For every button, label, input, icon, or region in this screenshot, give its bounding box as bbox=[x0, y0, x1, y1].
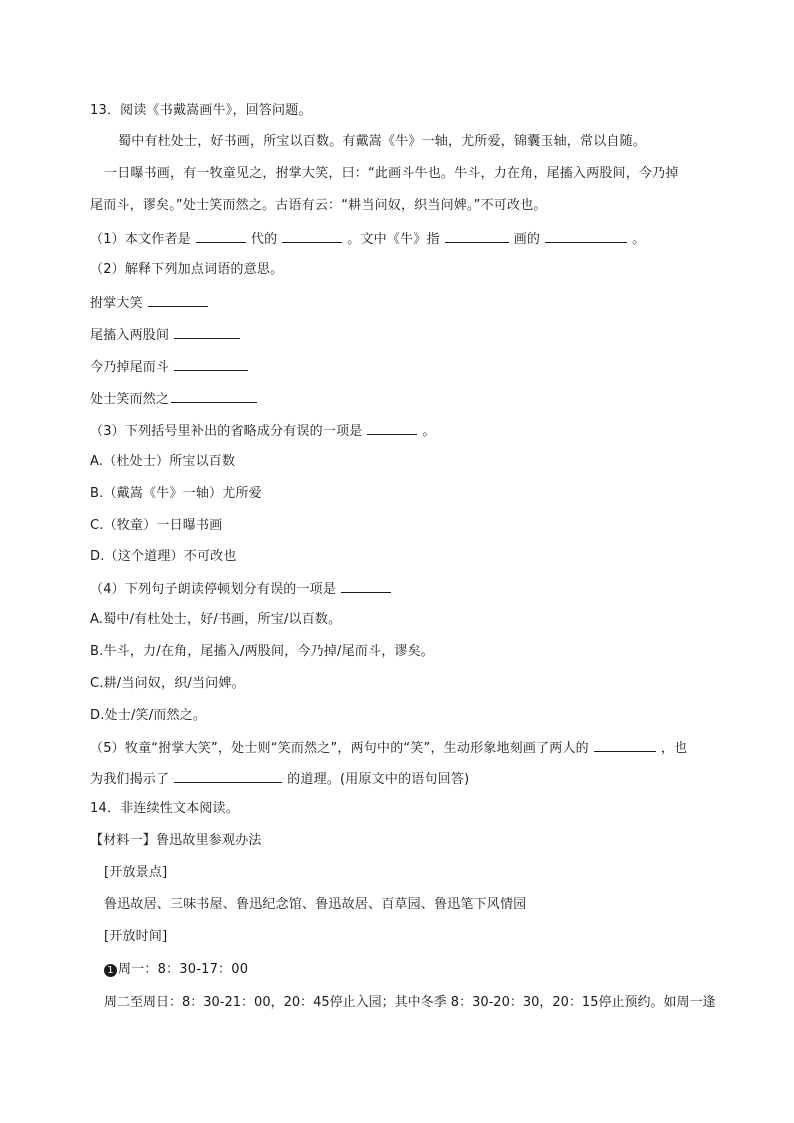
q13-sub4-option-b[interactable]: B.牛斗，力/在角，尾搐入/两股间，今乃掉/尾而斗，谬矣。 bbox=[90, 644, 434, 659]
q13-sub4-prompt bbox=[90, 580, 396, 598]
answer-blank-sub4[interactable] bbox=[341, 580, 391, 593]
q13-sub5-text-b: ，也 bbox=[660, 741, 688, 756]
q13-passage-para2-line2: 尾而斗，谬矣。”处士笑而然之。古语有云：“耕当问奴，织当问婢。”不可改也。 bbox=[90, 198, 547, 213]
q13-sub1-text-e: 。 bbox=[632, 232, 646, 247]
circled-number-one: 1 bbox=[104, 964, 117, 977]
q13-sub2-term: 尾搐入两股间 bbox=[90, 328, 170, 343]
q13-sub1-text-d: 画的 bbox=[513, 232, 541, 247]
q13-sub4-option-d[interactable]: D.处士/笑/而然之。 bbox=[90, 708, 207, 723]
q14-open-spots-list: 鲁迅故居、三味书屋、鲁迅纪念馆、鲁迅故居、百草园、鲁迅笔下风情园 bbox=[104, 897, 527, 912]
q13-sub1-text-b: 代的 bbox=[250, 232, 278, 247]
q13-sub1 bbox=[90, 230, 645, 248]
answer-blank-painting[interactable] bbox=[545, 230, 627, 243]
q14-section-open-hours: [开放时间] bbox=[104, 929, 168, 944]
q13-sub3-text-a: （3）下列括号里补出的省略成分有误的一项是 bbox=[90, 424, 363, 439]
q13-sub1-text-a: （1）本文作者是 bbox=[90, 232, 191, 247]
q13-sub5-text-c: 为我们揭示了 bbox=[90, 772, 170, 787]
q13-sub4-option-a[interactable]: A.蜀中/有杜处士，好/书画，所宝/以百数。 bbox=[90, 612, 342, 627]
q14-heading: 14．非连续性文本阅读。 bbox=[90, 801, 239, 816]
q13-sub1-text-c: 。文中《牛》指 bbox=[347, 232, 440, 247]
q13-sub3-option-d[interactable]: D.（这个道理）不可改也 bbox=[90, 549, 237, 564]
answer-blank-sub3[interactable] bbox=[367, 422, 417, 435]
q13-sub2-term: 拊掌大笑 bbox=[90, 296, 143, 311]
answer-blank-author[interactable] bbox=[196, 230, 246, 243]
q13-heading: 13．阅读《书戴嵩画牛》，回答问题。 bbox=[90, 103, 312, 118]
q13-sub3-option-b[interactable]: B.（戴嵩《牛》一轴）尤所爱 bbox=[90, 486, 262, 501]
q14-material1-title: 【材料一】鲁迅故里参观办法 bbox=[90, 833, 262, 848]
q13-sub3-text-b: 。 bbox=[422, 424, 436, 439]
q13-passage-para1: 蜀中有杜处士，好书画，所宝以百数。有戴嵩《牛》一轴，尤所爱，锦囊玉轴，常以自随。 bbox=[118, 134, 647, 149]
q14-hours-monday-text: 周一：8：30-17：00 bbox=[118, 962, 249, 977]
answer-blank-painter[interactable] bbox=[445, 230, 509, 243]
q13-sub2-item bbox=[90, 294, 213, 312]
q13-passage-para2-line1: 一日曝书画，有一牧童见之，拊掌大笑，曰：“此画斗牛也。牛斗，力在角，尾搐入两股间，今乃掉 bbox=[104, 166, 679, 181]
answer-blank-dynasty[interactable] bbox=[282, 230, 342, 243]
q13-sub4-option-c[interactable]: C.耕/当问奴，织/当问婢。 bbox=[90, 676, 245, 691]
q13-sub5-line2 bbox=[90, 770, 469, 788]
q14-section-open-spots: [开放景点] bbox=[104, 865, 168, 880]
q13-sub3-option-c[interactable]: C.（牧童）一日曝书画 bbox=[90, 518, 223, 533]
q13-sub3-option-a[interactable]: A.（杜处士）所宝以百数 bbox=[90, 454, 236, 469]
q13-sub2-prompt: （2）解释下列加点词语的意思。 bbox=[90, 262, 284, 277]
q13-sub2-term: 处士笑而然之 bbox=[90, 392, 170, 407]
q13-sub2-item bbox=[90, 390, 257, 408]
answer-blank-sub5-principle[interactable] bbox=[174, 770, 282, 783]
q13-sub5-line1 bbox=[90, 739, 687, 757]
answer-blank-sub5-expression[interactable] bbox=[594, 739, 656, 752]
answer-blank-term-1[interactable] bbox=[148, 294, 208, 307]
q14-hours-tue-sun: 周二至周日：8：30-21：00，20：45停止入园；其中冬季 8：30-20：30，20：15停止预约。如周一逢 bbox=[104, 995, 716, 1010]
answer-blank-term-2[interactable] bbox=[174, 326, 240, 339]
q13-sub5-text-a: （5）牧童“拊掌大笑”，处士则“笑而然之”，两句中的“笑”，生动形象地刻画了两人的 bbox=[90, 741, 589, 756]
q13-sub2-term: 今乃掉尾而斗 bbox=[90, 360, 170, 375]
q13-sub3-prompt bbox=[90, 422, 436, 440]
answer-blank-term-3[interactable] bbox=[174, 358, 248, 371]
q14-hours-monday bbox=[104, 962, 248, 978]
q13-sub5-text-d: 的道理。(用原文中的语句回答) bbox=[287, 772, 470, 787]
q13-sub2-item bbox=[90, 358, 253, 376]
q13-sub4-text: （4）下列句子朗读停顿划分有误的一项是 bbox=[90, 582, 337, 597]
answer-blank-term-4[interactable] bbox=[171, 390, 257, 403]
q13-sub2-item bbox=[90, 326, 245, 344]
